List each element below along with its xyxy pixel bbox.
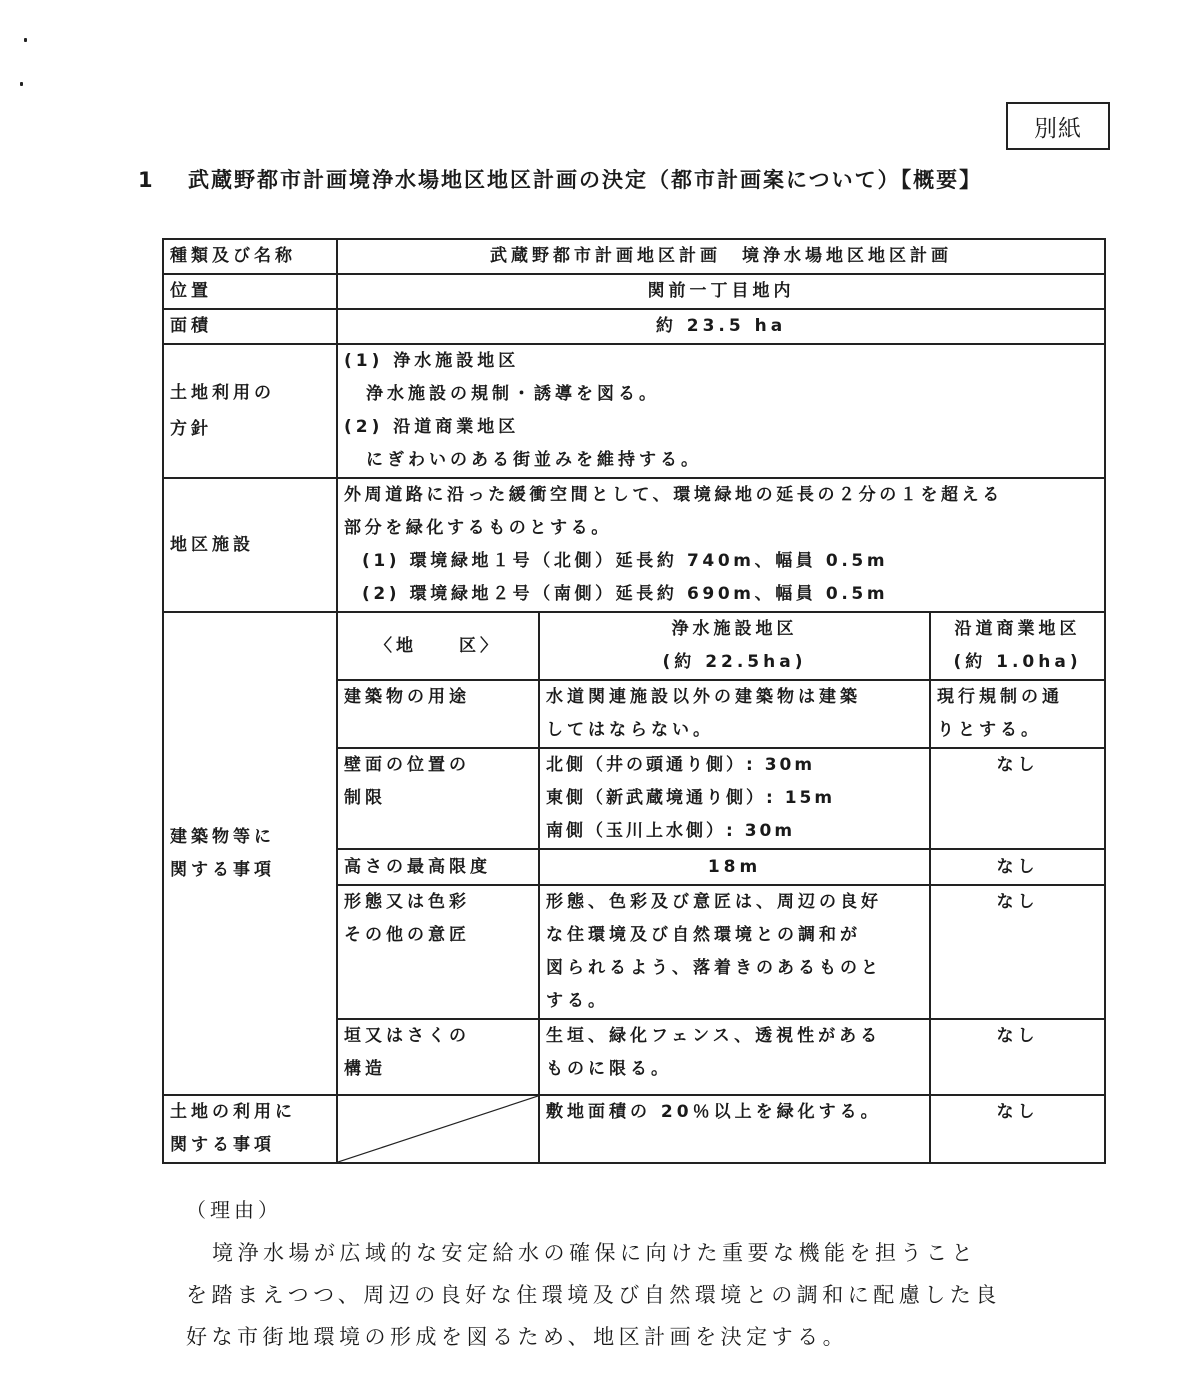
item-line: 形態又は色彩 — [344, 892, 470, 912]
land-policy-line: (2) 沿道商業地区 — [344, 417, 520, 437]
cell-line: してはならない。 — [546, 720, 714, 740]
kind-name-label: 種類及び名称 — [163, 239, 337, 274]
district-header: 〈地 区〉 — [337, 612, 539, 680]
kind-name-value: 武蔵野都市計画地区計画 境浄水場地区地区計画 — [337, 239, 1105, 274]
facilities-label: 地区施設 — [163, 478, 337, 612]
item-line: 壁面の位置の — [344, 755, 470, 775]
facilities-content — [337, 478, 1105, 612]
table-row — [163, 309, 1105, 344]
table-row — [163, 344, 1105, 478]
item-line: その他の意匠 — [344, 925, 470, 945]
location-value: 関前一丁目地内 — [337, 274, 1105, 309]
building-item — [337, 680, 539, 748]
cell-line: 形態、色彩及び意匠は、周辺の良好 — [546, 892, 882, 912]
commercial-cell — [930, 849, 1105, 885]
building-label-line: 関する事項 — [170, 859, 275, 880]
title-text: 武蔵野都市計画境浄水場地区地区計画の決定（都市計画案について）【概要】 — [188, 168, 983, 192]
item-line: 構造 — [344, 1059, 386, 1079]
cell-line: なし — [996, 892, 1039, 912]
building-item — [337, 885, 539, 1019]
cell-line: 図られるよう、落着きのあるものと — [546, 958, 882, 978]
land-policy-content — [337, 344, 1105, 478]
purification-district-name: 浄水施設地区 — [671, 619, 798, 639]
cell-line: 18m — [707, 856, 762, 877]
cell-line: 東側（新武蔵境通り側）: 15m — [546, 788, 836, 808]
cell-line: 現行規制の通 — [937, 687, 1063, 707]
cell-line: 南側（玉川上水側）: 30m — [546, 821, 796, 841]
facilities-line: (2) 環境緑地２号（南側）延長約 690m、幅員 0.5m — [362, 584, 889, 604]
building-item — [337, 748, 539, 849]
purification-cell — [539, 680, 930, 748]
commercial-cell — [930, 1019, 1105, 1095]
reason-line: 境浄水場が広域的な安定給水の確保に向けた重要な機能を担うこと — [212, 1241, 977, 1265]
reason-line: 好な市街地環境の形成を図るため、地区計画を決定する。 — [186, 1325, 849, 1349]
land-policy-line: (1) 浄水施設地区 — [344, 351, 520, 371]
page-title — [138, 164, 982, 194]
land-use-commercial-cell: なし — [930, 1095, 1105, 1163]
land-policy-label-line: 方針 — [170, 419, 212, 439]
table-row — [163, 274, 1105, 309]
reason-line: を踏まえつつ、周辺の良好な住環境及び自然環境との調和に配慮した良 — [186, 1283, 1001, 1307]
cell-line: なし — [996, 1026, 1039, 1046]
land-policy-label-line: 土地利用の — [170, 383, 275, 403]
purification-district-header — [539, 612, 930, 680]
table-row — [163, 239, 1105, 274]
land-use-purification-cell: 敷地面積の 20％以上を緑化する。 — [539, 1095, 930, 1163]
location-label: 位置 — [163, 274, 337, 309]
cell-line: なし — [996, 755, 1039, 775]
scan-speck — [24, 38, 27, 42]
commercial-cell — [930, 885, 1105, 1019]
diagonal-line — [338, 1096, 538, 1162]
commercial-district-header — [930, 612, 1105, 680]
item-line: 高さの最高限度 — [344, 856, 491, 877]
table-row — [163, 478, 1105, 612]
purification-cell — [539, 885, 930, 1019]
cell-line: 水道関連施設以外の建築物は建築 — [546, 687, 861, 707]
cell-line: なし — [996, 856, 1039, 877]
cell-line: する。 — [546, 991, 609, 1011]
purification-cell — [539, 748, 930, 849]
title-number: 1 — [138, 168, 155, 192]
cell-line: な住環境及び自然環境との調和が — [546, 925, 861, 945]
commercial-cell — [930, 680, 1105, 748]
area-value: 約 23.5 ha — [337, 309, 1105, 344]
facilities-line: 部分を緑化するものとする。 — [344, 518, 612, 538]
commercial-district-area: (約 1.0ha) — [953, 652, 1082, 672]
building-item — [337, 1019, 539, 1095]
table-row — [163, 612, 1105, 680]
purification-district-area: (約 22.5ha) — [662, 652, 807, 672]
land-use-label-line: 土地の利用に — [170, 1102, 296, 1122]
land-use-label — [163, 1095, 337, 1163]
item-line: 建築物の用途 — [344, 687, 470, 707]
facilities-line: 外周道路に沿った緩衝空間として、環境緑地の延長の２分の１を超える — [344, 485, 1003, 505]
land-policy-line: にぎわいのある街並みを維持する。 — [366, 450, 702, 470]
building-label-line: 建築物等に — [170, 826, 275, 847]
facilities-line: (1) 環境緑地１号（北側）延長約 740m、幅員 0.5m — [362, 551, 889, 571]
purification-cell — [539, 1019, 930, 1095]
attachment-label: 別紙 — [1006, 102, 1110, 150]
reason-heading: （理由） — [186, 1198, 282, 1222]
scan-speck — [20, 82, 23, 86]
cell-line: 北側（井の頭通り側）: 30m — [546, 755, 816, 775]
cell-line: りとする。 — [937, 720, 1042, 740]
summary-table — [162, 238, 1106, 1164]
land-policy-line: 浄水施設の規制・誘導を図る。 — [366, 384, 660, 404]
building-item — [337, 849, 539, 885]
area-label: 面積 — [163, 309, 337, 344]
cell-line: ものに限る。 — [546, 1059, 672, 1079]
diagonal-empty-cell — [337, 1095, 539, 1163]
building-label — [163, 612, 337, 1095]
land-use-label-line: 関する事項 — [170, 1135, 275, 1155]
reason-body — [186, 1232, 1066, 1358]
item-line: 制限 — [344, 788, 386, 808]
purification-cell — [539, 849, 930, 885]
item-line: 垣又はさくの — [344, 1026, 470, 1046]
commercial-cell — [930, 748, 1105, 849]
table-row — [163, 1095, 1105, 1163]
land-policy-label — [163, 344, 337, 478]
commercial-district-name: 沿道商業地区 — [954, 619, 1081, 639]
cell-line: 生垣、緑化フェンス、透視性がある — [546, 1026, 882, 1046]
